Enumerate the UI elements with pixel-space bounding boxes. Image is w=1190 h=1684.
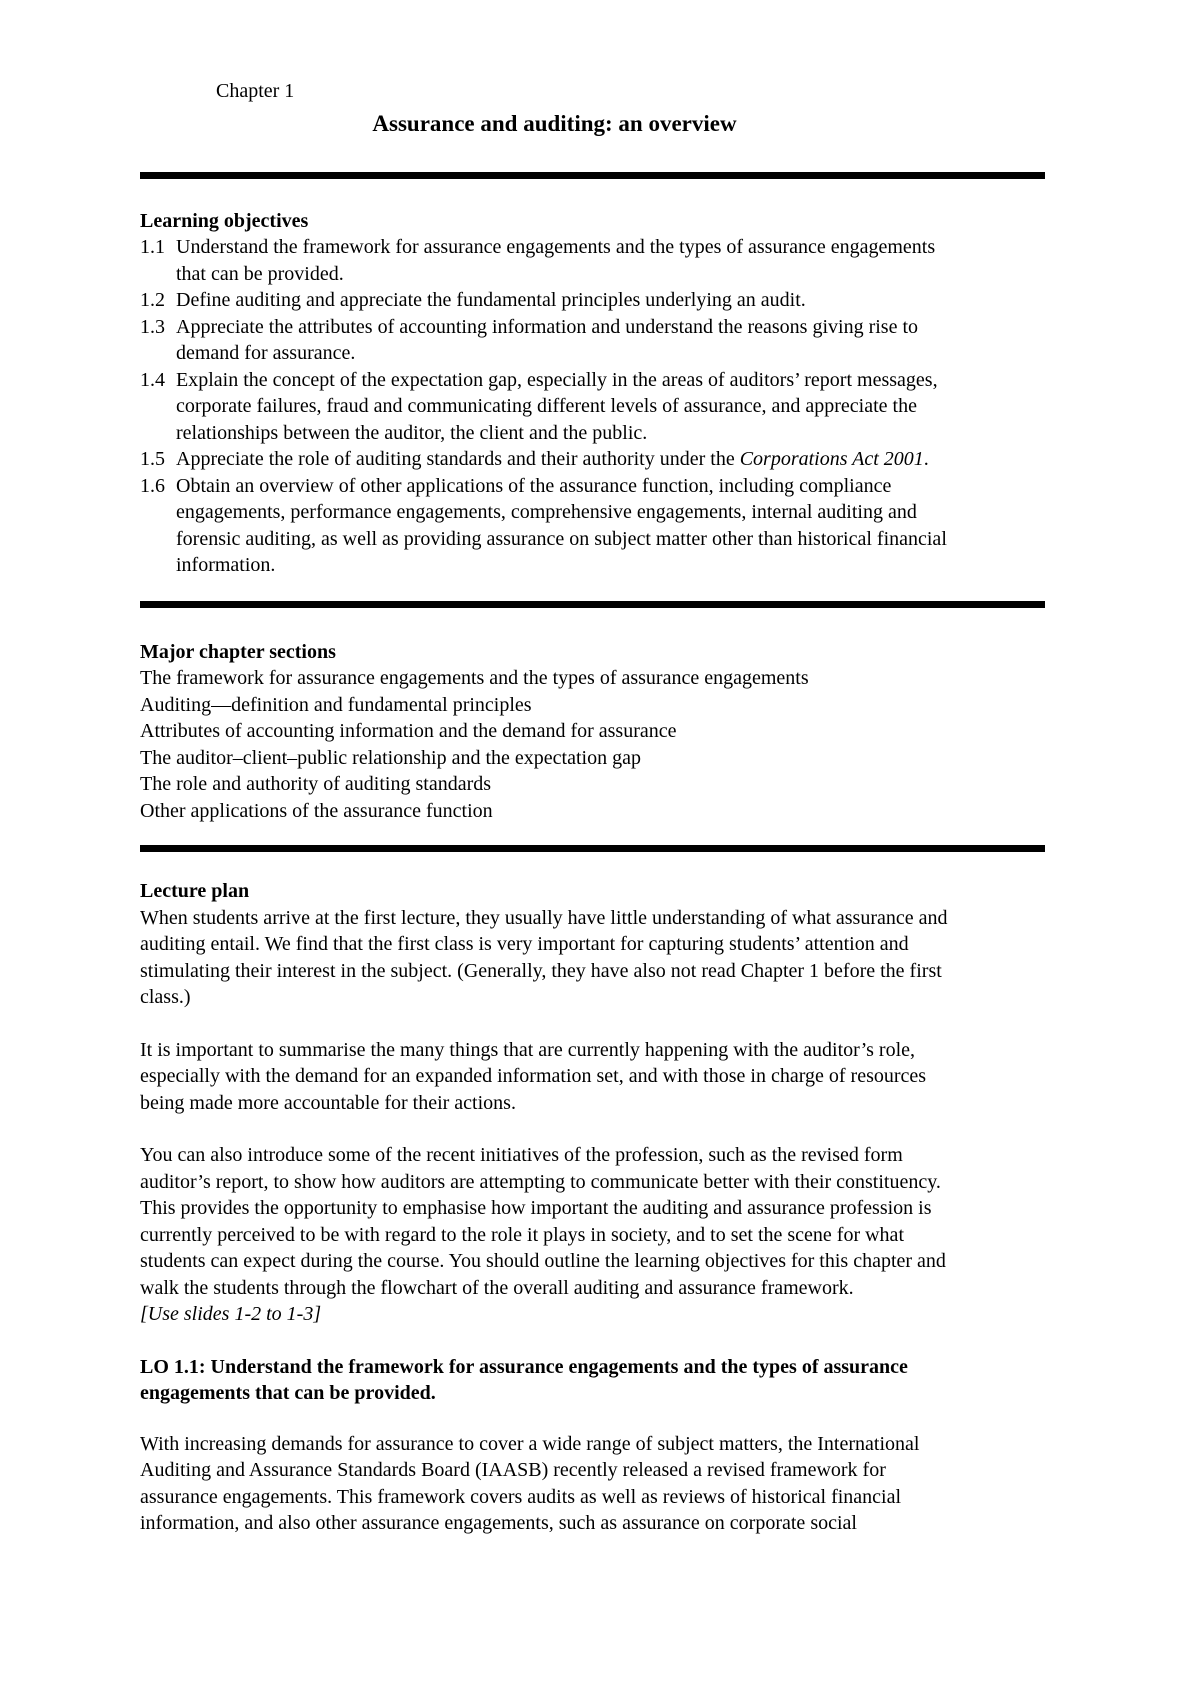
major-chapter-sections-list [140,665,1045,824]
text-line: This provides the opportunity to emphasise how important the auditing and assurance profession is [140,1197,932,1219]
objective-text [176,446,1045,473]
text-line: auditing entail. We find that the first class is very important for capturing students’ attention and [140,933,909,955]
objective-number: 1.6 [140,474,165,497]
text-line: that can be provided. [176,262,344,285]
text-line: engagements that can be provided. [140,1382,436,1404]
objective-item-1-2 [140,287,1045,314]
objective-item-1-4 [140,367,1045,447]
text-line: Explain the concept of the expectation gap, especially in the areas of auditors’ report messages, [176,368,938,391]
major-chapter-sections-heading: Major chapter sections [140,640,336,663]
lecture-plan-heading: Lecture plan [140,880,250,902]
text-line: Auditing—definition and fundamental principles [140,693,532,716]
text-column [140,78,1045,1537]
objective-text [176,287,1045,314]
text-line: Obtain an overview of other applications of the assurance function, including compliance [176,474,892,497]
objective-number: 1.2 [140,289,165,311]
text-line: Attributes of accounting information and the demand for assurance [140,720,677,742]
text-line: stimulating their interest in the subject. (Generally, they have also not read Chapter 1 before the first [140,959,942,982]
objective-text [176,314,1045,367]
text-line: LO 1.1: Understand the framework for assurance engagements and the types of assurance [140,1355,908,1378]
learning-objectives-heading: Learning objectives [140,209,309,232]
text-line: currently perceived to be with regard to the role it plays in society, and to set the scene for what [140,1223,904,1246]
objective-text [176,473,1045,579]
lo-1-1-section [140,1354,1045,1537]
lecture-plan-paragraph-3 [140,1142,1045,1301]
text-line: information. [176,554,276,576]
lo-1-1-heading [140,1354,1045,1407]
text-line: The role and authority of auditing standards [140,773,492,795]
text-line: You can also introduce some of the recent initiatives of the profession, such as the revised form [140,1144,903,1166]
text-line: walk the students through the flowchart of the overall auditing and assurance framework. [140,1276,854,1299]
text-line: When students arrive at the first lecture, they usually have little understanding of what assurance and [140,906,948,929]
text-line: It is important to summarise the many things that are currently happening with the auditor’s role, [140,1038,916,1061]
objective-number: 1.5 [140,448,165,470]
text-line: Auditing and Assurance Standards Board (IAASB) recently released a revised framework for [140,1459,886,1481]
text-line: Appreciate the role of auditing standards and their authority under the Corporations Act 2001. [176,448,929,470]
text-line: corporate failures, fraud and communicating different levels of assurance, and appreciate the [176,395,917,417]
text-line: Other applications of the assurance function [140,799,493,822]
page-title: Assurance and auditing: an overview [372,110,737,136]
objective-item-1-5 [140,446,1045,473]
text-line: With increasing demands for assurance to cover a wide range of subject matters, the International [140,1432,920,1455]
section-divider [140,845,1045,852]
text-line: relationships between the auditor, the client and the public. [176,421,648,444]
objective-number: 1.4 [140,368,165,391]
text-line: The auditor–client–public relationship and the expectation gap [140,746,641,769]
text-line: The framework for assurance engagements and the types of assurance engagements [140,667,809,689]
objective-item-1-1 [140,234,1045,287]
text-line: auditor’s report, to show how auditors are attempting to communicate better with their constituency. [140,1170,941,1193]
text-line: Appreciate the attributes of accounting information and understand the reasons giving rise to [176,315,919,338]
text-line: [Use slides 1-2 to 1-3] [140,1303,322,1325]
text-line: information, and also other assurance engagements, such as assurance on corporate social [140,1512,857,1534]
text-line: class.) [140,986,191,1008]
text-line: demand for assurance. [176,342,356,364]
chapter-label: Chapter 1 [216,80,295,102]
lecture-plan-paragraph-1 [140,905,1045,1011]
major-chapter-sections [140,639,1045,825]
objective-number: 1.1 [140,236,165,258]
text-line: forensic auditing, as well as providing assurance on subject matter other than historical financial [176,527,947,550]
objective-text [176,234,1045,287]
slide-usage-note [140,1301,1045,1328]
objective-item-1-3 [140,314,1045,367]
text-line: Understand the framework for assurance engagements and the types of assurance engagements [176,236,936,258]
learning-objectives-section [140,208,1045,579]
text-line: being made more accountable for their actions. [140,1091,516,1114]
objective-number: 1.3 [140,315,165,338]
text-line: assurance engagements. This framework covers audits as well as reviews of historical financial [140,1485,902,1508]
text-line: students can expect during the course. You should outline the learning objectives for this chapter and [140,1250,946,1272]
text-line: engagements, performance engagements, comprehensive engagements, internal auditing and [176,501,917,523]
lo-1-1-paragraph [140,1431,1045,1537]
text-line: Define auditing and appreciate the fundamental principles underlying an audit. [176,289,806,311]
objective-text [176,367,1045,447]
lecture-plan-paragraph-2 [140,1037,1045,1117]
section-divider [140,172,1045,179]
objective-item-1-6 [140,473,1045,579]
section-divider [140,601,1045,608]
text-line: especially with the demand for an expanded information set, and with those in charge of resources [140,1065,927,1087]
lecture-plan-section [140,878,1045,1328]
